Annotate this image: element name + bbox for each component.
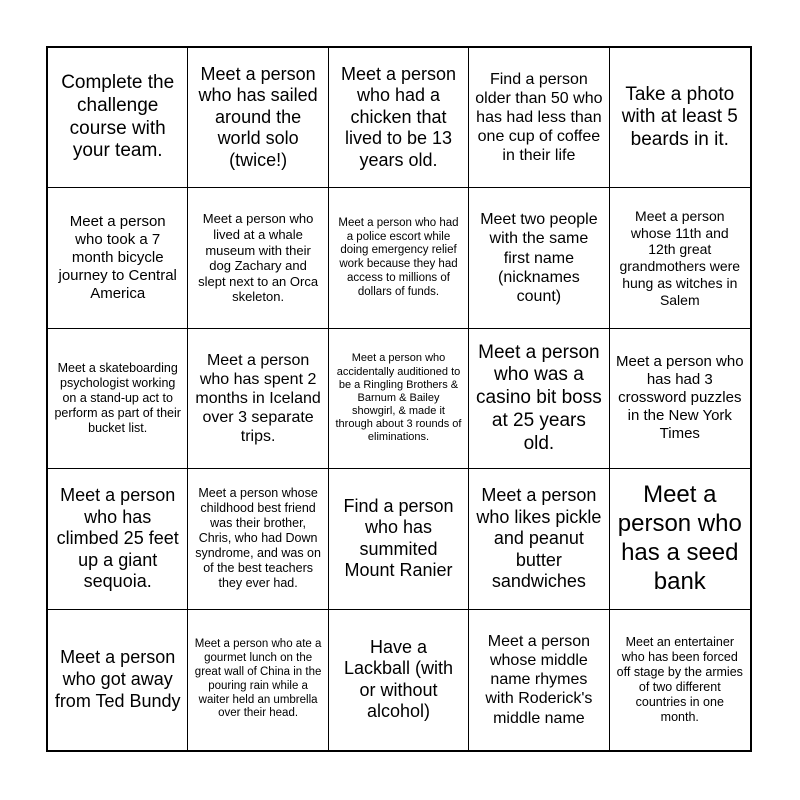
bingo-cell[interactable] <box>48 610 188 750</box>
bingo-cell[interactable] <box>329 610 469 750</box>
cell-text: Meet an entertainer who has been forced off stage by the armies of two different countries in one month. <box>616 634 743 724</box>
cell-text: Meet a person who has climbed 25 feet up a giant sequoia. <box>56 484 179 592</box>
cell-text: Meet a person whose childhood best friend was their brother, Chris, who had Down syndrome, and was on of the best teachers they ever had. <box>195 486 321 591</box>
cell-text: Meet a person who got away from Ted Bundy <box>54 647 181 711</box>
bingo-cell[interactable] <box>329 329 469 469</box>
bingo-cell[interactable] <box>188 188 328 328</box>
bingo-cell[interactable] <box>610 329 750 469</box>
bingo-cell[interactable] <box>48 469 188 609</box>
bingo-cell[interactable] <box>48 48 188 188</box>
cell-text: Meet a person whose middle name rhymes with Roderick's middle name <box>485 632 593 727</box>
bingo-cell[interactable] <box>48 188 188 328</box>
cell-text: Meet a person who has had 3 crossword puzzles in the New York Times <box>616 353 744 443</box>
cell-text: Meet a person who took a 7 month bicycle journey to Central America <box>58 213 177 303</box>
bingo-cell[interactable] <box>188 469 328 609</box>
cell-text: Meet a person who lived at a whale museum with their dog Zachary and slept next to an Orca skeleton. <box>198 211 319 305</box>
bingo-cell[interactable] <box>469 48 609 188</box>
cell-text: Meet a person who has spent 2 months in Iceland over 3 separate trips. <box>195 351 321 446</box>
cell-text: Meet a person who has a seed bank <box>617 481 742 595</box>
bingo-cell[interactable] <box>469 329 609 469</box>
bingo-cell[interactable] <box>610 469 750 609</box>
bingo-cell[interactable] <box>329 469 469 609</box>
cell-text: Meet a person who accidentally auditioned to be a Ringling Brothers & Barnum & Bailey showgirl, & made it through about 3 rounds of eliminations. <box>335 352 462 444</box>
bingo-cell[interactable] <box>469 610 609 750</box>
bingo-cell[interactable] <box>469 188 609 328</box>
bingo-cell[interactable] <box>188 610 328 750</box>
bingo-cell[interactable] <box>610 188 750 328</box>
bingo-cell[interactable] <box>329 48 469 188</box>
cell-text: Meet a person who had a police escort while doing emergency relief work because they had access to millions of dollars of funds. <box>338 216 459 298</box>
bingo-cell[interactable] <box>188 329 328 469</box>
cell-text: Meet a skateboarding psychologist working on a stand-up act to perform as part of their bucket list. <box>54 360 181 435</box>
cell-text: Meet a person who has sailed around the world solo (twice!) <box>198 63 318 171</box>
bingo-cell[interactable] <box>610 610 750 750</box>
cell-text: Meet a person who had a chicken that lived to be 13 years old. <box>340 63 457 171</box>
cell-text: Meet a person who likes pickle and peanut butter sandwiches <box>476 484 602 592</box>
bingo-cell[interactable] <box>469 469 609 609</box>
bingo-cell[interactable] <box>188 48 328 188</box>
cell-text: Meet a person who ate a gourmet lunch on the great wall of China in the pouring rain while a waiter held an umbrella over their head. <box>194 638 322 720</box>
bingo-cell[interactable] <box>48 329 188 469</box>
cell-text: Meet a person whose 11th and 12th great grandmothers were hung as witches in Salem <box>619 207 741 308</box>
cell-text: Complete the challenge course with your team. <box>61 72 175 162</box>
cell-text: Meet a person who was a casino bit boss at 25 years old. <box>476 341 602 454</box>
cell-text: Take a photo with at least 5 beards in it. <box>621 83 738 151</box>
bingo-cell[interactable] <box>610 48 750 188</box>
cell-text: Find a person who has summited Mount Ranier <box>343 495 454 581</box>
cell-text: Find a person older than 50 who has had less than one cup of coffee in their life <box>475 70 603 165</box>
cell-text: Have a Lackball (with or without alcohol) <box>343 636 454 722</box>
cell-text: Meet two people with the same first name (nicknames count) <box>480 211 598 305</box>
bingo-cell[interactable] <box>329 188 469 328</box>
bingo-board <box>46 46 752 752</box>
